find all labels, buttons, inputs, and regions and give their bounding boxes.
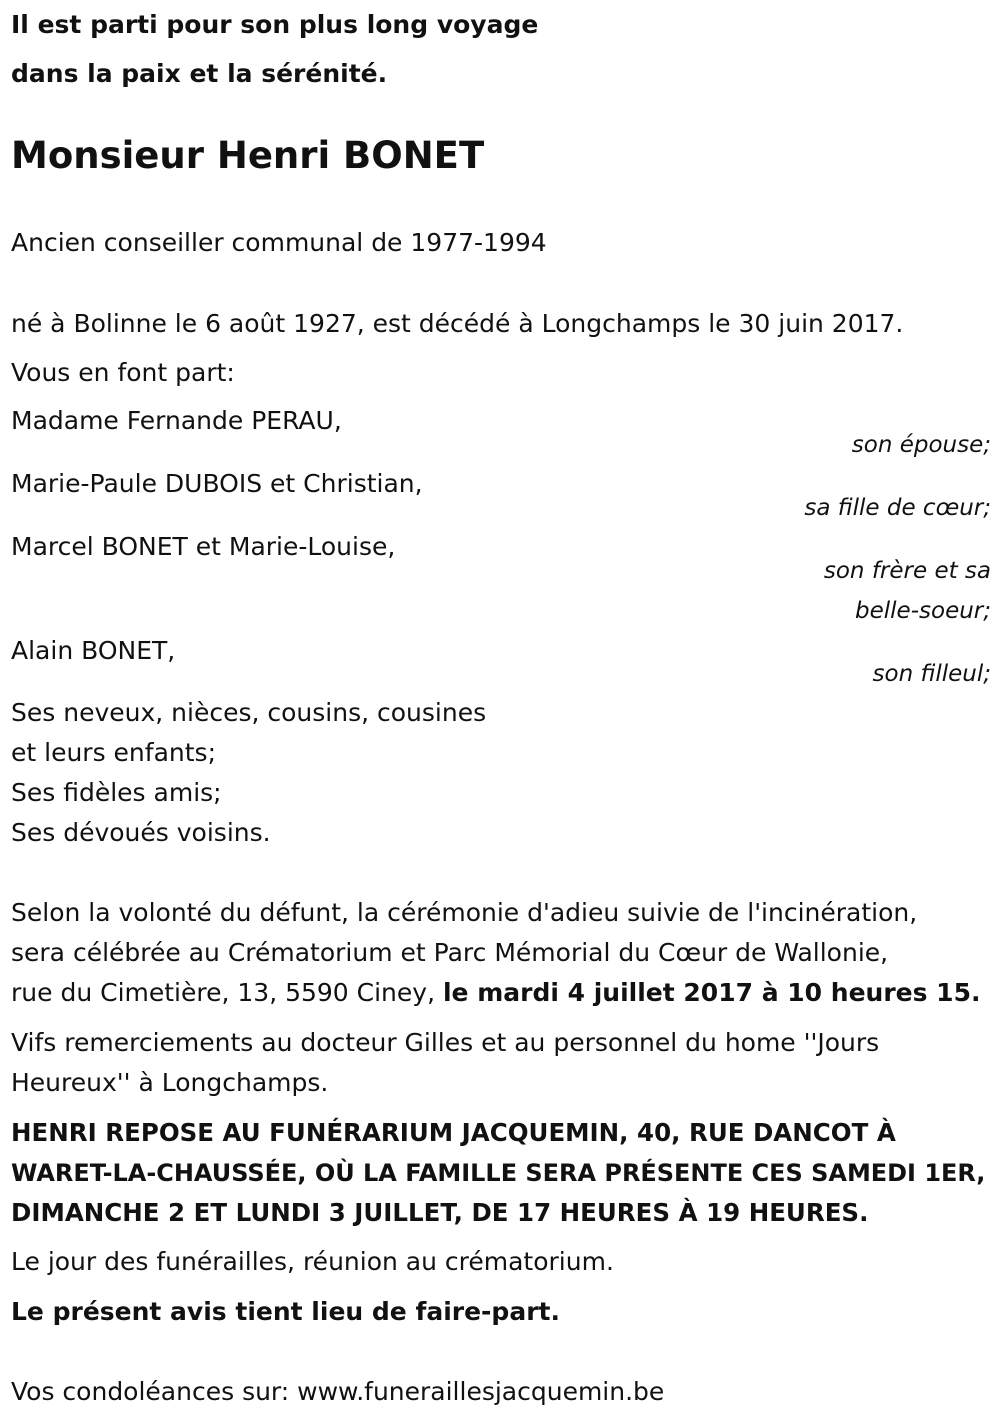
announcer-name: Alain BONET, <box>11 636 176 665</box>
announcer-relation: son épouse; <box>851 432 991 458</box>
other-mourners-line: Ses dévoués voisins. <box>11 818 271 847</box>
announcer-relation: son frère et sa <box>823 558 991 584</box>
intro-line-2: dans la paix et la sérénité. <box>11 59 388 88</box>
deceased-title: Ancien conseiller communal de 1977-1994 <box>11 228 547 257</box>
ceremony-datetime: le mardi 4 juillet 2017 à 10 heures 15. <box>442 978 981 1007</box>
birth-death-line: né à Bolinne le 6 août 1927, est décédé à Longchamps le 30 juin 2017. <box>11 309 904 338</box>
announcer-relation: son filleul; <box>872 661 991 687</box>
other-mourners-line: et leurs enfants; <box>11 738 216 767</box>
condolences-link[interactable]: Vos condoléances sur: www.funeraillesjacquemin.be <box>11 1377 665 1406</box>
visitation-line-1: HENRI REPOSE AU FUNÉRARIUM JACQUEMIN, 40, RUE DANCOT À <box>11 1118 896 1147</box>
announcer-name: Madame Fernande PERAU, <box>11 406 342 435</box>
intro-line-1: Il est parti pour son plus long voyage <box>11 10 539 39</box>
thanks-line-1: Vifs remerciements au docteur Gilles et au personnel du home ''Jours <box>11 1028 880 1057</box>
notice-text: Le présent avis tient lieu de faire-part. <box>11 1297 560 1326</box>
visitation-line-3: DIMANCHE 2 ET LUNDI 3 JUILLET, DE 17 HEURES À 19 HEURES. <box>11 1198 869 1227</box>
announcer-relation: sa fille de cœur; <box>804 495 991 521</box>
announcer-name: Marcel BONET et Marie-Louise, <box>11 532 396 561</box>
meeting-info: Le jour des funérailles, réunion au crématorium. <box>11 1247 614 1276</box>
other-mourners-line: Ses neveux, nièces, cousins, cousines <box>11 698 487 727</box>
thanks-line-2: Heureux'' à Longchamps. <box>11 1068 329 1097</box>
ceremony-line-3 <box>11 978 980 1008</box>
ceremony-address: rue du Cimetière, 13, 5590 Ciney, <box>11 978 443 1007</box>
visitation-line-2: WARET-LA-CHAUSSÉE, OÙ LA FAMILLE SERA PRÉSENTE CES SAMEDI 1ER, <box>11 1159 986 1187</box>
deceased-name: Monsieur Henri BONET <box>11 134 485 177</box>
announcers-heading: Vous en font part: <box>11 358 235 387</box>
other-mourners-line: Ses fidèles amis; <box>11 778 222 807</box>
announcer-name: Marie-Paule DUBOIS et Christian, <box>11 469 423 498</box>
ceremony-line-2: sera célébrée au Crématorium et Parc Mémorial du Cœur de Wallonie, <box>11 938 889 967</box>
announcer-relation: belle-soeur; <box>855 598 991 624</box>
ceremony-line-1: Selon la volonté du défunt, la cérémonie d'adieu suivie de l'incinération, <box>11 898 918 927</box>
